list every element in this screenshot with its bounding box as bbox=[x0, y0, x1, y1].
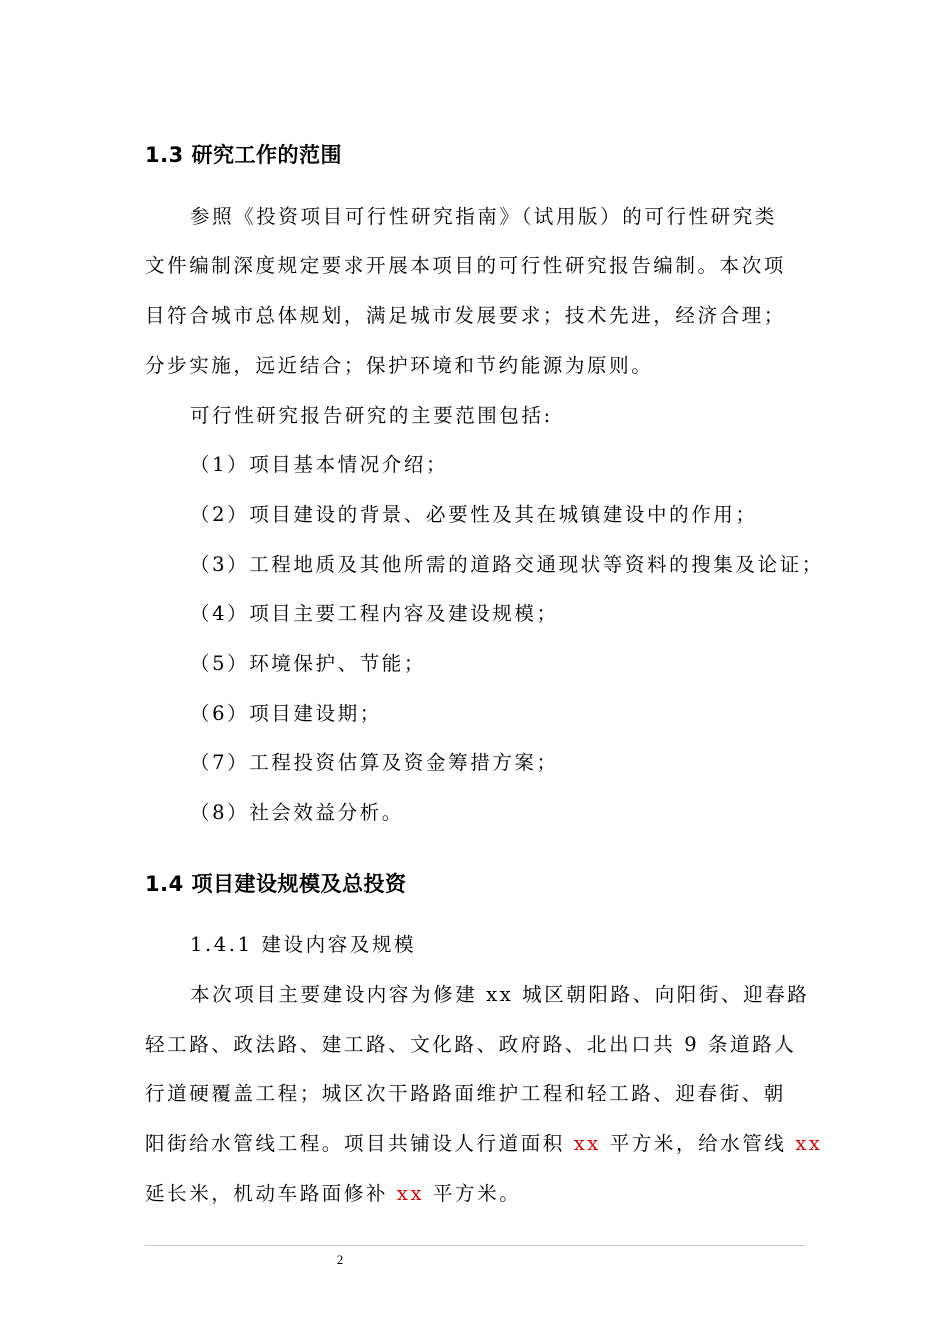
text-run: 阳街给水管线工程。项目共铺设人行道面积 bbox=[145, 1132, 574, 1155]
subsection-heading-1-4-1: 1.4.1 建设内容及规模 bbox=[190, 933, 417, 956]
paragraph-line: 文件编制深度规定要求开展本项目的可行性研究报告编制。本次项 bbox=[145, 254, 786, 277]
list-item: （8）社会效益分析。 bbox=[190, 801, 404, 824]
paragraph-line: 目符合城市总体规划，满足城市发展要求；技术先进，经济合理； bbox=[145, 304, 786, 327]
text-run: 平方米。 bbox=[424, 1182, 522, 1205]
paragraph-line bbox=[145, 1184, 521, 1204]
scope-intro: 可行性研究报告研究的主要范围包括: bbox=[190, 404, 553, 427]
paragraph-line: 轻工路、政法路、建工路、文化路、政府路、北出口共 9 条道路人 bbox=[145, 1033, 797, 1056]
paragraph-line: 参照《投资项目可行性研究指南》（试用版）的可行性研究类 bbox=[190, 205, 777, 228]
paragraph-line bbox=[145, 1134, 823, 1154]
list-item: （6）项目建设期； bbox=[190, 702, 382, 725]
list-item: （3）工程地质及其他所需的道路交通现状等资料的搜集及论证； bbox=[190, 553, 824, 576]
text-run: 平方米，给水管线 bbox=[600, 1132, 796, 1155]
placeholder-value: xx bbox=[573, 1132, 601, 1155]
placeholder-value: xx bbox=[795, 1132, 823, 1155]
list-item: （4）项目主要工程内容及建设规模； bbox=[190, 602, 559, 625]
section-heading-1-3: 1.3 研究工作的范围 bbox=[145, 143, 343, 167]
text-run: 延长米，机动车路面修补 bbox=[145, 1182, 397, 1205]
list-item: （1）项目基本情况介绍； bbox=[190, 453, 449, 476]
paragraph-line: 分步实施，远近结合；保护环境和节约能源为原则。 bbox=[145, 354, 654, 377]
paragraph-line: 行道硬覆盖工程；城区次干路路面维护工程和轻工路、迎春街、朝 bbox=[145, 1082, 786, 1105]
paragraph-line: 本次项目主要建设内容为修建 xx 城区朝阳路、向阳街、迎春路 bbox=[190, 983, 810, 1006]
list-item: （5）环境保护、节能； bbox=[190, 652, 427, 675]
list-item: （2）项目建设的背景、必要性及其在城镇建设中的作用； bbox=[190, 503, 758, 526]
placeholder-value: xx bbox=[396, 1182, 425, 1205]
page-number: 2 bbox=[336, 1252, 344, 1267]
footer-divider bbox=[145, 1245, 805, 1246]
section-heading-1-4: 1.4 项目建设规模及总投资 bbox=[145, 872, 407, 896]
list-item: （7）工程投资估算及资金筹措方案； bbox=[190, 751, 559, 774]
